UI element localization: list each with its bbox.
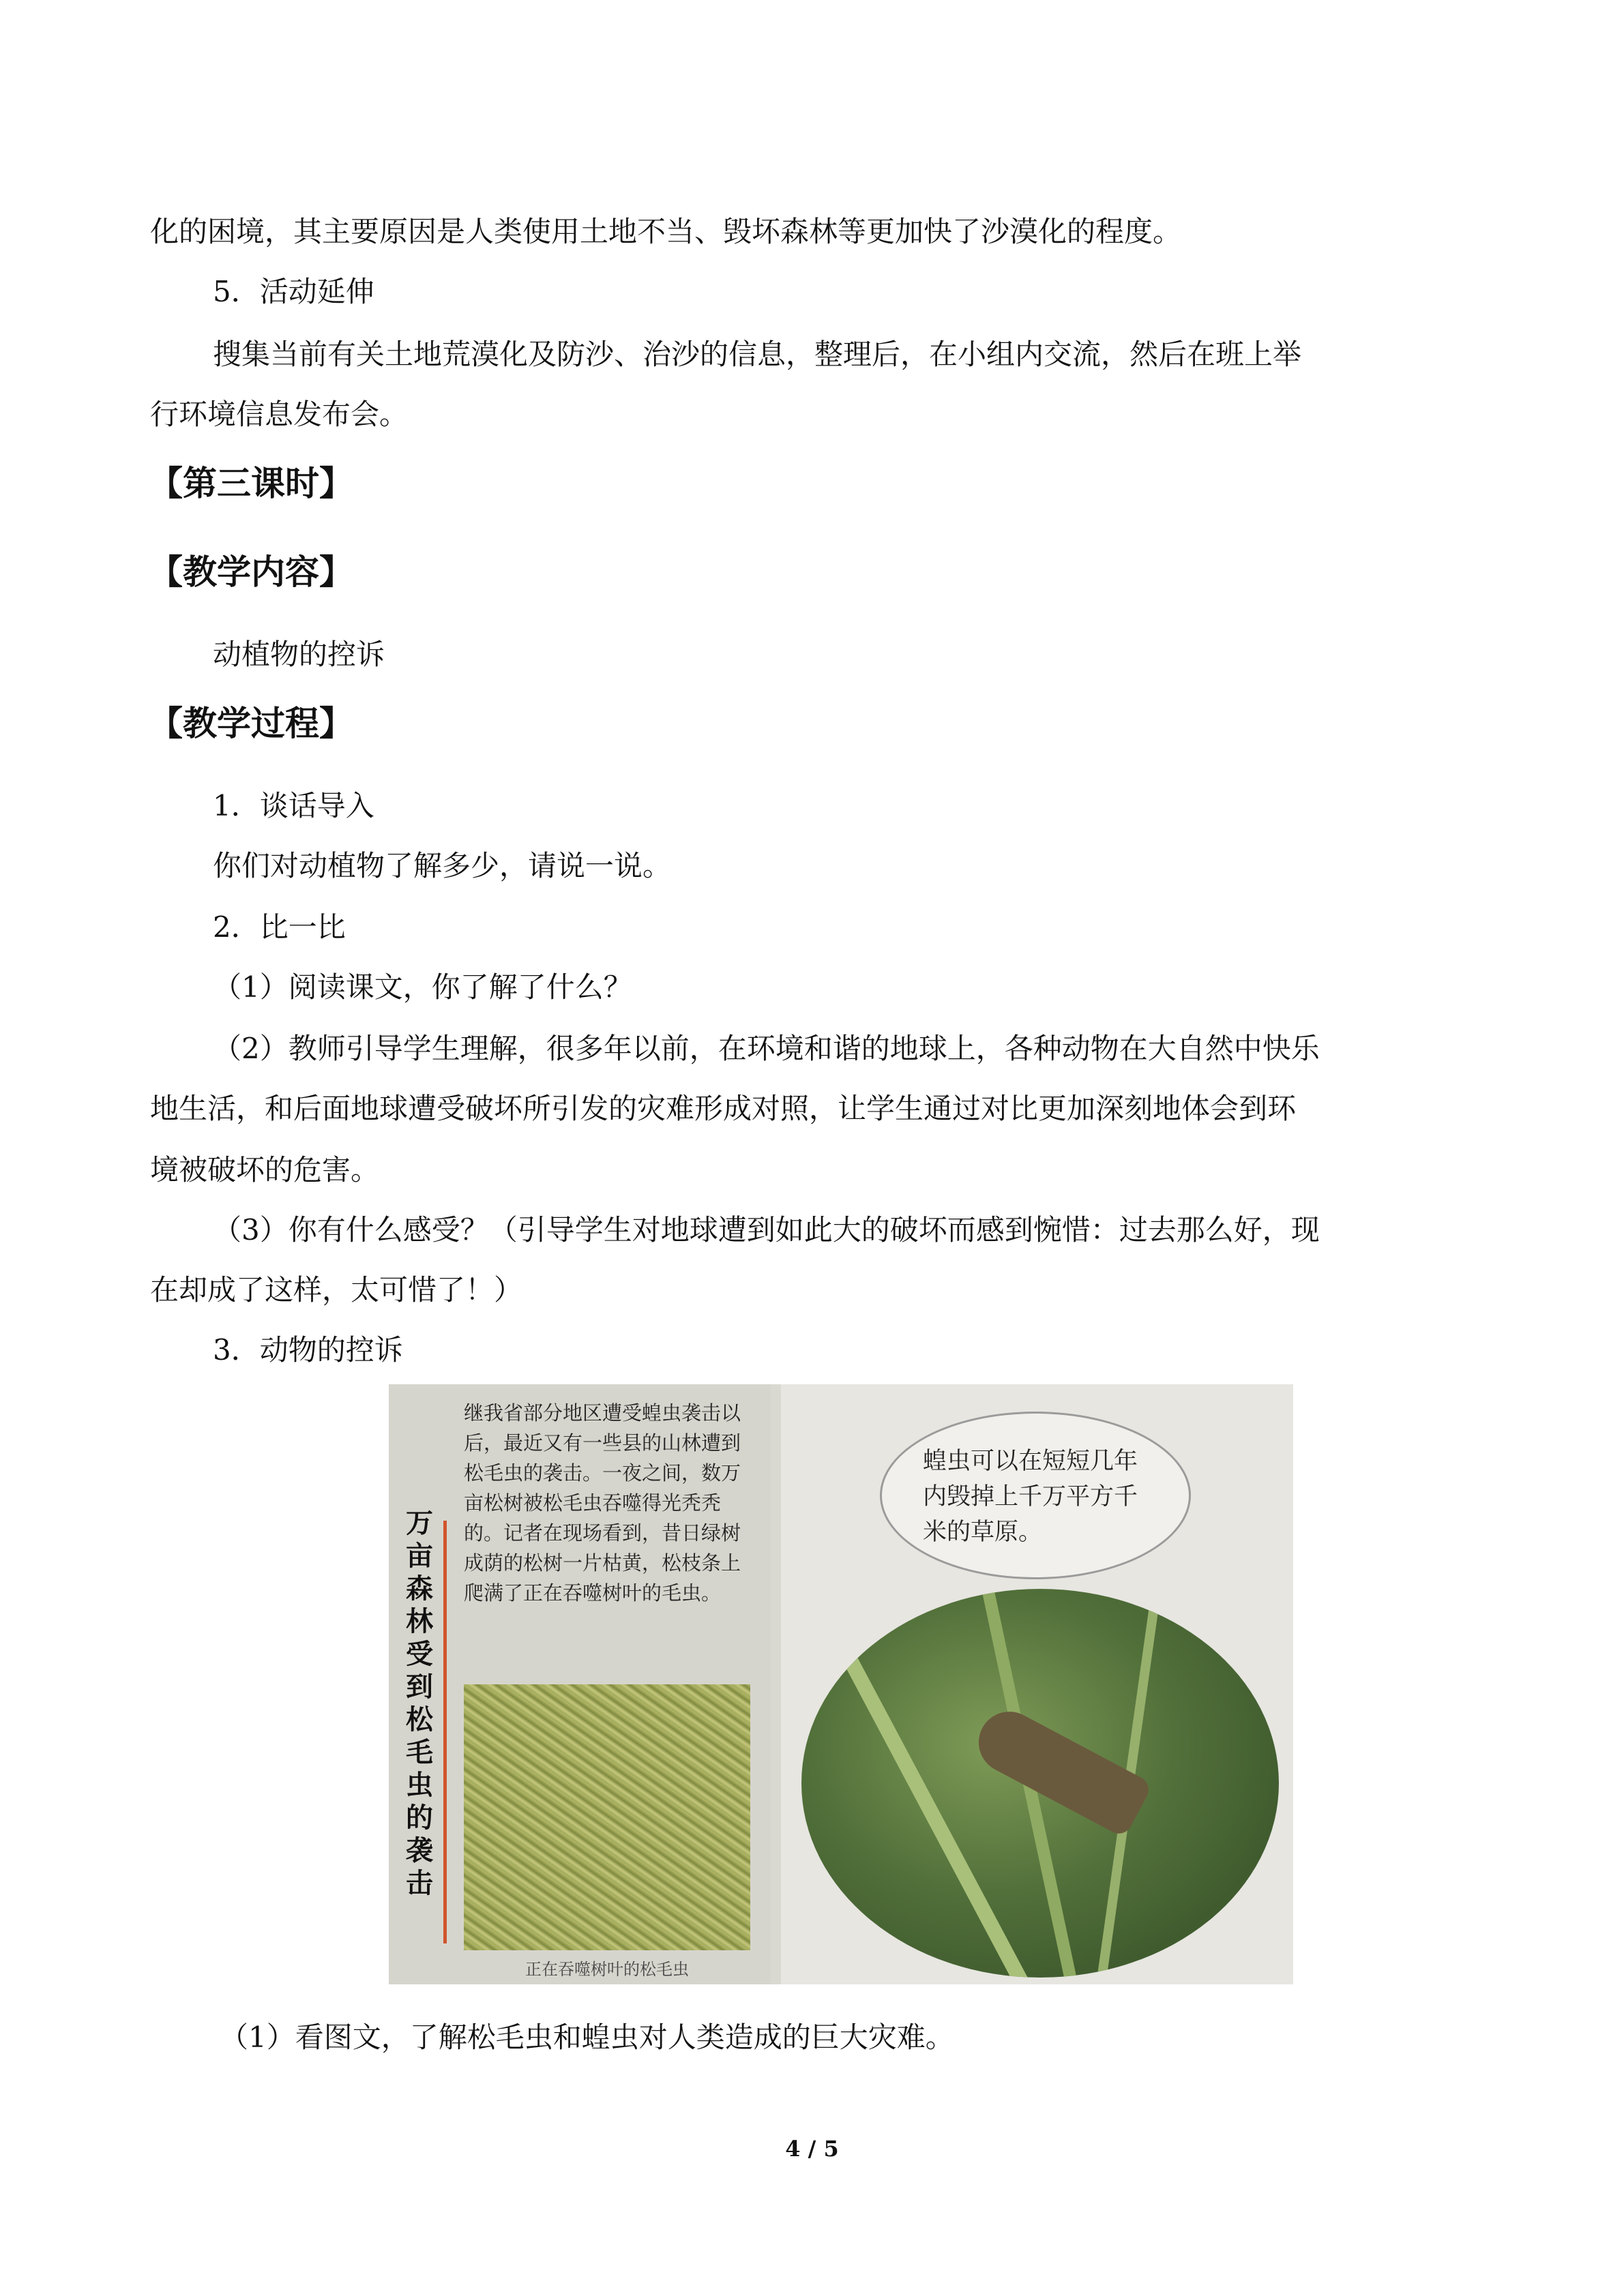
content-text: 动植物的控诉 [213, 638, 385, 671]
textbook-figure [389, 1384, 1293, 1984]
step-label: 2．比一比 [213, 910, 346, 944]
caterpillar-photo [464, 1684, 750, 1950]
paragraph-line: 搜集当前有关土地荒漠化及防沙、治沙的信息，整理后，在小组内交流，然后在班上举 [213, 338, 1302, 371]
heading-content: 【教学内容】 [149, 552, 353, 592]
heading-lesson: 【第三课时】 [149, 464, 353, 503]
paragraph-line: 在却成了这样，太可惜了！） [150, 1273, 523, 1307]
figure-accent-bar [443, 1521, 447, 1943]
paragraph-line: 境被破坏的危害。 [150, 1153, 380, 1187]
paragraph-line: （1）阅读课文，你了解了什么？ [213, 970, 632, 1004]
paragraph-line: 你们对动植物了解多少，请说一说。 [213, 849, 672, 882]
section-label: 5．活动延伸 [213, 275, 374, 308]
figure-right-panel [781, 1384, 1293, 1984]
speech-bubble [880, 1412, 1191, 1579]
figure-vertical-title: 万亩森林受到松毛虫的袭击 [406, 1508, 433, 1899]
heading-process: 【教学过程】 [149, 704, 353, 743]
grass-stalk [806, 1589, 1044, 1978]
step-label: 1．谈话导入 [213, 789, 374, 822]
figure-article-text: 继我省部分地区遭受蝗虫袭击以后，最近又有一些县的山林遭到松毛虫的袭击。一夜之间，数万亩松树被松毛虫吞噬得光秃秃的。记者在现场看到，昔日绿树成荫的松树一片枯黄，松枝条上爬满了正在吞噬树叶的毛虫。 [464, 1401, 741, 1605]
speech-bubble-text: 蝗虫可以在短短几年内毁掉上千万平方千米的草原。 [923, 1448, 1138, 1546]
locust-icon [968, 1701, 1153, 1838]
figure-left-panel [389, 1384, 771, 1984]
paragraph-line: （3）你有什么感受？（引导学生对地球遭到如此大的破坏而感到惋惜：过去那么好，现 [213, 1213, 1320, 1247]
paragraph-line: 地生活，和后面地球遭受破坏所引发的灾难形成对照，让学生通过对比更加深刻地体会到环 [150, 1092, 1297, 1125]
locust-photo [801, 1589, 1279, 1978]
page-number: 4 / 5 [785, 2136, 839, 2162]
paragraph-line: 行环境信息发布会。 [150, 398, 409, 431]
paragraph-line: 化的困境，其主要原因是人类使用土地不当、毁坏森林等更加快了沙漠化的程度。 [150, 215, 1182, 248]
paragraph-line: （1）看图文，了解松毛虫和蝗虫对人类造成的巨大灾难。 [220, 2021, 954, 2054]
figure-caption: 正在吞噬树叶的松毛虫 [525, 1960, 689, 1979]
paragraph-line: （2）教师引导学生理解，很多年以前，在环境和谐的地球上，各种动物在大自然中快乐 [213, 1032, 1320, 1065]
step-label: 3．动物的控诉 [213, 1333, 403, 1367]
